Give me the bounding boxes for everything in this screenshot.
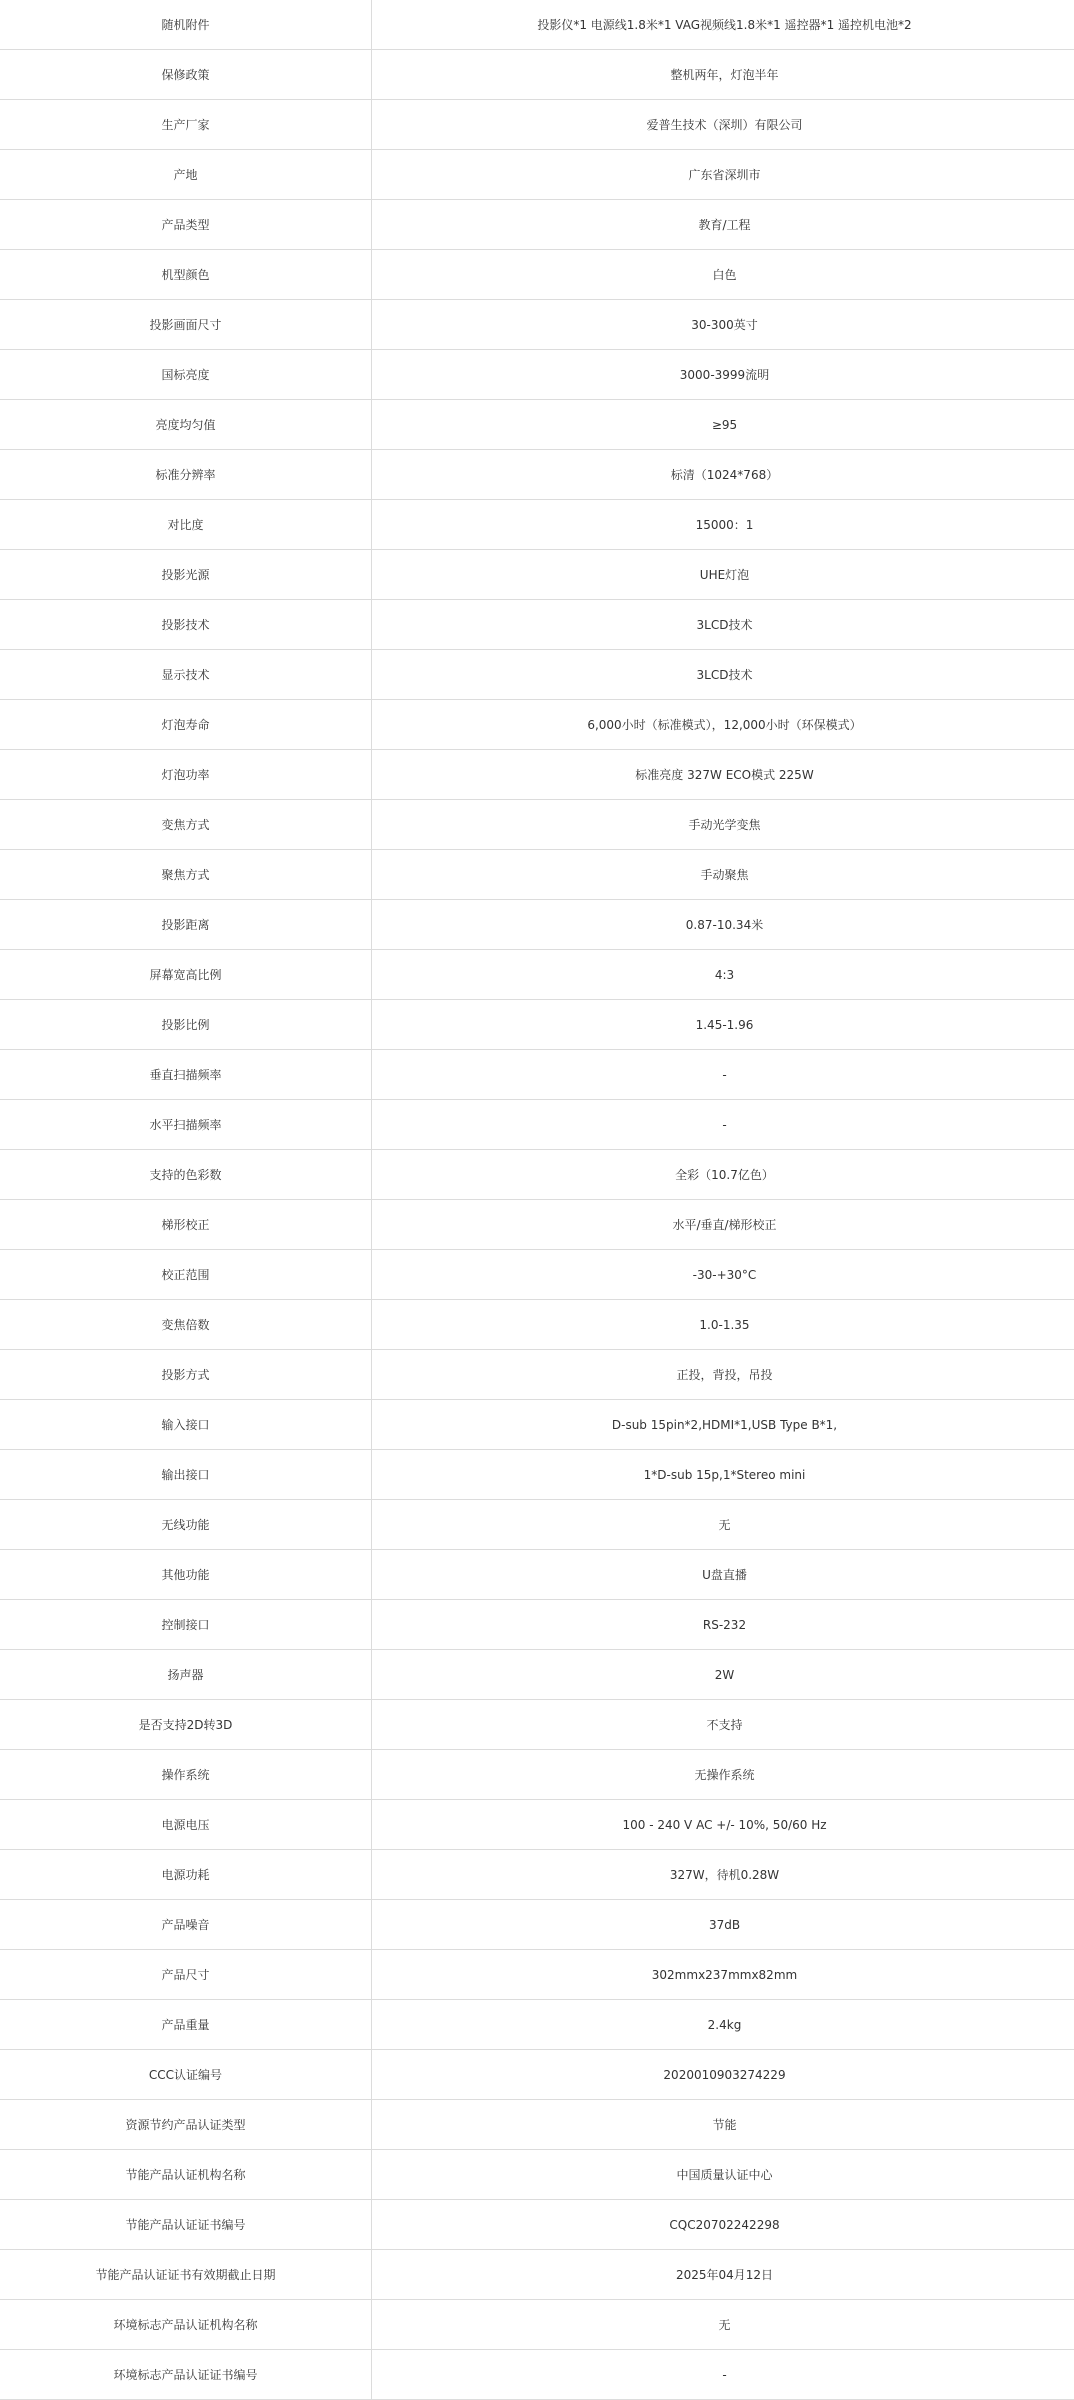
spec-value: 327W，待机0.28W bbox=[372, 1850, 1074, 1900]
spec-row bbox=[0, 1550, 1074, 1600]
spec-label: 投影技术 bbox=[0, 600, 372, 650]
spec-label: 是否支持2D转3D bbox=[0, 1700, 372, 1750]
spec-label: 环境标志产品认证机构名称 bbox=[0, 2300, 372, 2350]
spec-row bbox=[0, 850, 1074, 900]
spec-value: 白色 bbox=[372, 250, 1074, 300]
spec-row bbox=[0, 1650, 1074, 1700]
spec-row bbox=[0, 1600, 1074, 1650]
spec-value: - bbox=[372, 2350, 1074, 2400]
spec-value: - bbox=[372, 1050, 1074, 1100]
spec-row bbox=[0, 900, 1074, 950]
spec-label: 节能产品认证机构名称 bbox=[0, 2150, 372, 2200]
spec-label: 灯泡功率 bbox=[0, 750, 372, 800]
spec-label: 对比度 bbox=[0, 500, 372, 550]
spec-row bbox=[0, 1750, 1074, 1800]
spec-row bbox=[0, 1200, 1074, 1250]
spec-row bbox=[0, 0, 1074, 50]
spec-row bbox=[0, 300, 1074, 350]
spec-value: 手动聚焦 bbox=[372, 850, 1074, 900]
spec-value: 15000：1 bbox=[372, 500, 1074, 550]
spec-value: 无操作系统 bbox=[372, 1750, 1074, 1800]
spec-label: CCC认证编号 bbox=[0, 2050, 372, 2100]
spec-label: 产品尺寸 bbox=[0, 1950, 372, 2000]
spec-row bbox=[0, 2100, 1074, 2150]
spec-value: 无 bbox=[372, 2300, 1074, 2350]
spec-row bbox=[0, 100, 1074, 150]
spec-label: 操作系统 bbox=[0, 1750, 372, 1800]
spec-value: 3000-3999流明 bbox=[372, 350, 1074, 400]
spec-label: 无线功能 bbox=[0, 1500, 372, 1550]
spec-label: 屏幕宽高比例 bbox=[0, 950, 372, 1000]
spec-label: 随机附件 bbox=[0, 0, 372, 50]
spec-label: 变焦倍数 bbox=[0, 1300, 372, 1350]
spec-value: 302mmx237mmx82mm bbox=[372, 1950, 1074, 2000]
spec-value: 2.4kg bbox=[372, 2000, 1074, 2050]
spec-row bbox=[0, 400, 1074, 450]
spec-label: 资源节约产品认证类型 bbox=[0, 2100, 372, 2150]
spec-value: 整机两年，灯泡半年 bbox=[372, 50, 1074, 100]
spec-row bbox=[0, 1800, 1074, 1850]
spec-row bbox=[0, 2300, 1074, 2350]
spec-value: -30-+30°C bbox=[372, 1250, 1074, 1300]
spec-row bbox=[0, 1100, 1074, 1150]
spec-row bbox=[0, 350, 1074, 400]
spec-value: 100 - 240 V AC +/- 10%, 50/60 Hz bbox=[372, 1800, 1074, 1850]
spec-row bbox=[0, 800, 1074, 850]
spec-row bbox=[0, 1000, 1074, 1050]
spec-label: 投影方式 bbox=[0, 1350, 372, 1400]
spec-label: 显示技术 bbox=[0, 650, 372, 700]
spec-value: 1*D-sub 15p,1*Stereo mini bbox=[372, 1450, 1074, 1500]
spec-row bbox=[0, 1250, 1074, 1300]
spec-value: 正投，背投，吊投 bbox=[372, 1350, 1074, 1400]
spec-label: 保修政策 bbox=[0, 50, 372, 100]
spec-value: 手动光学变焦 bbox=[372, 800, 1074, 850]
spec-row bbox=[0, 600, 1074, 650]
spec-value: ≥95 bbox=[372, 400, 1074, 450]
spec-value: 无 bbox=[372, 1500, 1074, 1550]
spec-value: D-sub 15pin*2,HDMI*1,USB Type B*1, bbox=[372, 1400, 1074, 1450]
spec-row bbox=[0, 1450, 1074, 1500]
spec-label: 输入接口 bbox=[0, 1400, 372, 1450]
spec-row bbox=[0, 1150, 1074, 1200]
spec-value: 2020010903274229 bbox=[372, 2050, 1074, 2100]
spec-label: 水平扫描频率 bbox=[0, 1100, 372, 1150]
spec-label: 灯泡寿命 bbox=[0, 700, 372, 750]
spec-row bbox=[0, 1050, 1074, 1100]
spec-label: 环境标志产品认证证书编号 bbox=[0, 2350, 372, 2400]
spec-row bbox=[0, 2200, 1074, 2250]
spec-row bbox=[0, 700, 1074, 750]
spec-label: 产品噪音 bbox=[0, 1900, 372, 1950]
spec-label: 输出接口 bbox=[0, 1450, 372, 1500]
spec-row bbox=[0, 2050, 1074, 2100]
spec-row bbox=[0, 1400, 1074, 1450]
spec-value: 节能 bbox=[372, 2100, 1074, 2150]
spec-row bbox=[0, 550, 1074, 600]
spec-label: 电源电压 bbox=[0, 1800, 372, 1850]
spec-value: 投影仪*1 电源线1.8米*1 VAG视频线1.8米*1 遥控器*1 遥控机电池*2 bbox=[372, 0, 1074, 50]
spec-label: 其他功能 bbox=[0, 1550, 372, 1600]
spec-label: 投影画面尺寸 bbox=[0, 300, 372, 350]
spec-label: 产品重量 bbox=[0, 2000, 372, 2050]
spec-label: 国标亮度 bbox=[0, 350, 372, 400]
spec-label: 生产厂家 bbox=[0, 100, 372, 150]
spec-label: 节能产品认证证书编号 bbox=[0, 2200, 372, 2250]
spec-value: 标清（1024*768） bbox=[372, 450, 1074, 500]
spec-label: 梯形校正 bbox=[0, 1200, 372, 1250]
spec-row bbox=[0, 2350, 1074, 2400]
spec-label: 标准分辨率 bbox=[0, 450, 372, 500]
spec-value: 6,000小时（标准模式），12,000小时（环保模式） bbox=[372, 700, 1074, 750]
spec-value: 0.87-10.34米 bbox=[372, 900, 1074, 950]
spec-value: 全彩（10.7亿色） bbox=[372, 1150, 1074, 1200]
spec-value: 37dB bbox=[372, 1900, 1074, 1950]
spec-label: 校正范围 bbox=[0, 1250, 372, 1300]
spec-value: 4:3 bbox=[372, 950, 1074, 1000]
spec-label: 机型颜色 bbox=[0, 250, 372, 300]
spec-value: RS-232 bbox=[372, 1600, 1074, 1650]
spec-row bbox=[0, 650, 1074, 700]
spec-label: 扬声器 bbox=[0, 1650, 372, 1700]
spec-row bbox=[0, 200, 1074, 250]
spec-row bbox=[0, 2150, 1074, 2200]
spec-label: 聚焦方式 bbox=[0, 850, 372, 900]
spec-value: 30-300英寸 bbox=[372, 300, 1074, 350]
spec-row bbox=[0, 1850, 1074, 1900]
spec-value: U盘直播 bbox=[372, 1550, 1074, 1600]
spec-value: 3LCD技术 bbox=[372, 650, 1074, 700]
spec-label: 电源功耗 bbox=[0, 1850, 372, 1900]
spec-label: 亮度均匀值 bbox=[0, 400, 372, 450]
spec-label: 节能产品认证证书有效期截止日期 bbox=[0, 2250, 372, 2300]
spec-label: 产品类型 bbox=[0, 200, 372, 250]
spec-value: 标准亮度 327W ECO模式 225W bbox=[372, 750, 1074, 800]
spec-row bbox=[0, 950, 1074, 1000]
spec-row bbox=[0, 150, 1074, 200]
spec-value: 不支持 bbox=[372, 1700, 1074, 1750]
spec-row bbox=[0, 1900, 1074, 1950]
spec-value: 1.0-1.35 bbox=[372, 1300, 1074, 1350]
spec-value: 3LCD技术 bbox=[372, 600, 1074, 650]
spec-value: 水平/垂直/梯形校正 bbox=[372, 1200, 1074, 1250]
spec-row bbox=[0, 2250, 1074, 2300]
spec-row bbox=[0, 250, 1074, 300]
spec-value: UHE灯泡 bbox=[372, 550, 1074, 600]
spec-label: 投影距离 bbox=[0, 900, 372, 950]
spec-label: 产地 bbox=[0, 150, 372, 200]
spec-row bbox=[0, 1700, 1074, 1750]
spec-value: 中国质量认证中心 bbox=[372, 2150, 1074, 2200]
spec-label: 控制接口 bbox=[0, 1600, 372, 1650]
spec-label: 支持的色彩数 bbox=[0, 1150, 372, 1200]
spec-row bbox=[0, 450, 1074, 500]
spec-value: 2025年04月12日 bbox=[372, 2250, 1074, 2300]
spec-label: 投影比例 bbox=[0, 1000, 372, 1050]
spec-row bbox=[0, 1950, 1074, 2000]
spec-label: 垂直扫描频率 bbox=[0, 1050, 372, 1100]
spec-value: 广东省深圳市 bbox=[372, 150, 1074, 200]
spec-row bbox=[0, 500, 1074, 550]
spec-row bbox=[0, 1350, 1074, 1400]
spec-value: 2W bbox=[372, 1650, 1074, 1700]
spec-value: 1.45-1.96 bbox=[372, 1000, 1074, 1050]
spec-row bbox=[0, 2000, 1074, 2050]
spec-row bbox=[0, 1300, 1074, 1350]
spec-value: 教育/工程 bbox=[372, 200, 1074, 250]
spec-row bbox=[0, 750, 1074, 800]
spec-value: 爱普生技术（深圳）有限公司 bbox=[372, 100, 1074, 150]
spec-label: 投影光源 bbox=[0, 550, 372, 600]
spec-row bbox=[0, 50, 1074, 100]
spec-value: - bbox=[372, 1100, 1074, 1150]
spec-value: CQC20702242298 bbox=[372, 2200, 1074, 2250]
spec-row bbox=[0, 1500, 1074, 1550]
spec-label: 变焦方式 bbox=[0, 800, 372, 850]
